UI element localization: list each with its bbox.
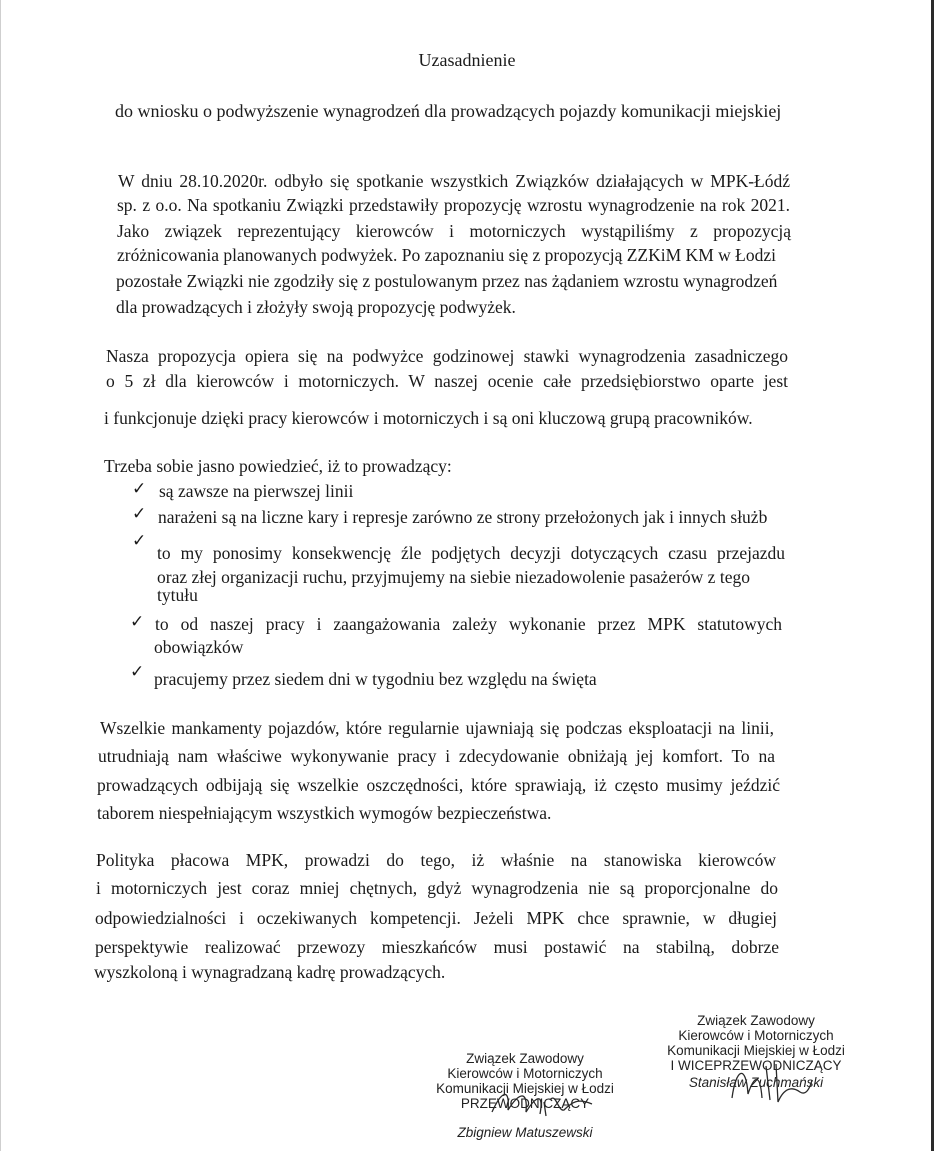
checkmark-icon: ✓ (130, 612, 145, 632)
paragraph-1-line: dla prowadzących i złożyły swoją propozycję podwyżek. (116, 297, 516, 317)
stamp-line: Kierowców i Motorniczych (678, 1028, 834, 1043)
paragraph-1-line: sp. z o.o. Na spotkaniu Związki przedstawiły propozycję wzrostu wynagrodzenie na rok 2021. (117, 195, 790, 215)
paragraph-3-line: utrudniają nam właściwe wykonywanie pracy i zdecydowanie obniżają jej komfort. To na (98, 746, 775, 766)
list-item-continuation: tytułu (157, 585, 198, 605)
paragraph-2-line: Nasza propozycja opiera się na podwyżce godzinowej stawki wynagrodzenia zasadniczego (106, 346, 788, 366)
stamp-line: Komunikacji Miejskiej w Łodzi (667, 1043, 845, 1058)
page-edge-left (0, 0, 1, 1151)
document-subtitle: do wniosku o podwyższenie wynagrodzeń dla prowadzących pojazdy komunikacji miejskiej (115, 101, 782, 121)
paragraph-1-line: W dniu 28.10.2020r. odbyło się spotkanie wszystkich Związków działających w MPK-Łódź (118, 171, 790, 191)
signature-left (488, 1082, 598, 1122)
list-item: narażeni są na liczne kary i represje zarówno ze strony przełożonych jak i innych służb (158, 507, 768, 527)
list-item-continuation: obowiązków (154, 637, 244, 657)
stamp-line: Kierowców i Motorniczych (447, 1066, 603, 1081)
list-item: pracujemy przez siedem dni w tygodniu bez względu na święta (154, 669, 597, 689)
stamp-signatory-name: Stanisław Zuchmański (688, 1075, 824, 1090)
paragraph-1-line: zróżnicowania planowanych podwyżek. Po zapoznaniu się z propozycją ZZKiM KM w Łodzi (117, 245, 776, 265)
paragraph-4-line: wyszkoloną i wynagradzaną kadrę prowadzących. (94, 962, 446, 982)
list-item: są zawsze na pierwszej linii (159, 481, 354, 501)
paragraph-3-line: prowadzących odbijają się wszelkie oszczędności, które sprawiają, iż często musimy jeździć (97, 775, 780, 795)
checkmark-icon: ✓ (130, 662, 145, 682)
stamp-line: Związek Zawodowy (697, 1013, 815, 1028)
list-intro: Trzeba sobie jasno powiedzieć, iż to prowadzący: (104, 456, 452, 476)
stamp-line: I WICEPRZEWODNICZĄCY (670, 1058, 842, 1073)
paragraph-2-line: i funkcjonuje dzięki pracy kierowców i motorniczych i są oni kluczową grupą pracowników. (104, 408, 753, 428)
checkmark-icon: ✓ (132, 531, 147, 551)
paragraph-4-line: perspektywie realizować przewozy mieszkańców musi postawić na stabilną, dobrze (95, 937, 779, 957)
paragraph-1-line: pozostałe Związki nie zgodziły się z postulowanym przez nas żądaniem wzrostu wynagrodzeń (116, 271, 778, 291)
paragraph-3-line: Wszelkie mankamenty pojazdów, które regularnie ujawniają się podczas eksploatacji na linii, (100, 718, 774, 738)
checkmark-icon: ✓ (132, 504, 147, 524)
paragraph-4-line: odpowiedzialności i oczekiwanych kompetencji. Jeżeli MPK chce sprawnie, w długiej (95, 908, 777, 928)
paragraph-2-line: o 5 zł dla kierowców i motorniczych. W naszej ocenie całe przedsiębiorstwo oparte jest (106, 371, 788, 391)
stamp-line: PRZEWODNICZĄCY (460, 1096, 590, 1111)
stamp-line: Komunikacji Miejskiej w Łodzi (436, 1081, 614, 1096)
list-item: to my ponosimy konsekwencję źle podjętych decyzji dotyczących czasu przejazdu (157, 543, 785, 563)
paragraph-1-line: Jako związek reprezentujący kierowców i motorniczych wystąpiliśmy z propozycją (117, 221, 791, 241)
paragraph-4-line: Polityka płacowa MPK, prowadzi do tego, iż właśnie na stanowiska kierowców (96, 850, 776, 870)
paragraph-4-line: i motorniczych jest coraz mniej chętnych, gdyż wynagrodzenia nie są proporcjonalne do (96, 878, 778, 898)
checkmark-icon: ✓ (132, 479, 147, 499)
stamp-signatory-name: Zbigniew Matuszewski (457, 1125, 593, 1140)
paragraph-3-line: taborem niespełniającym wszystkich wymogów bezpieczeństwa. (97, 803, 552, 823)
list-item: to od naszej pracy i zaangażowania zależy wykonanie przez MPK statutowych (155, 614, 782, 634)
list-item-continuation: oraz złej organizacji ruchu, przyjmujemy na siebie niezadowolenie pasażerów z tego (157, 567, 750, 587)
stamp-line: Związek Zawodowy (466, 1051, 584, 1066)
document-title: Uzasadnienie (418, 50, 516, 70)
signature-right (726, 1058, 816, 1108)
